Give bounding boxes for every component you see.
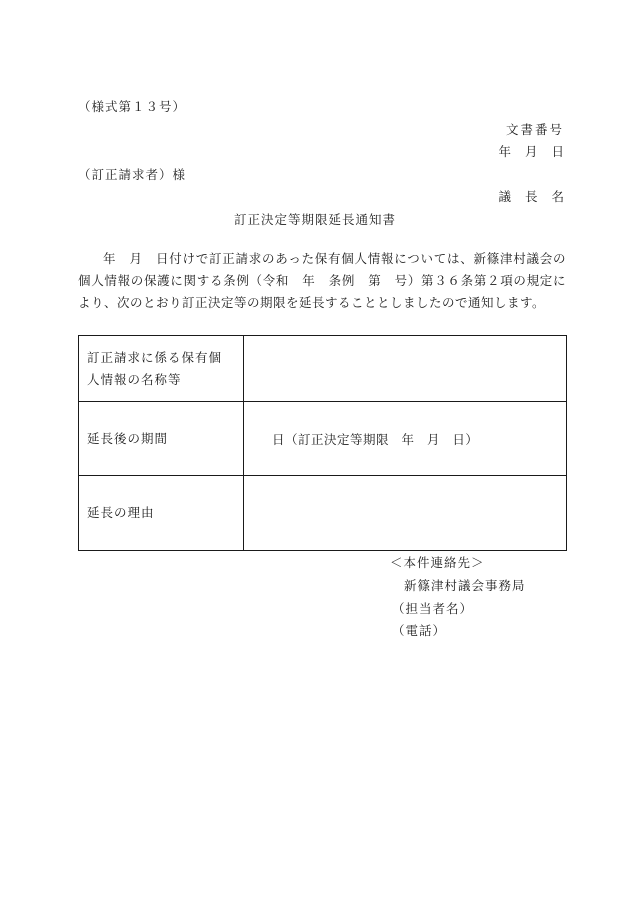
contact-office: 新篠津村議会事務局 (404, 578, 526, 593)
row-label-extended-period: 延長後の期間 (79, 402, 244, 476)
document-title: 訂正決定等期限延長通知書 (233, 212, 396, 227)
date-line: 年 月 日 (498, 144, 564, 159)
row-value-info-name (244, 336, 567, 402)
contact-phone: （電話） (392, 623, 447, 638)
contact-person: （担当者名） (392, 601, 474, 616)
row-label-reason: 延長の理由 (79, 476, 244, 551)
row-label-info-name: 訂正請求に係る保有個人情報の名称等 (79, 336, 244, 402)
row-value-reason (244, 476, 567, 551)
row-value-extended-period: 日（訂正決定等期限 年 月 日） (244, 402, 567, 476)
body-paragraph: 年 月 日付けで訂正請求のあった保有個人情報については、新篠津村議会の個人情報の保護に関する条例（令和 年 条例 第 号）第３６条第２項の規定により、次のとおり訂正決定等の期限を延長することとしましたので通知します。 (78, 251, 566, 310)
document-number: 文書番号 (505, 122, 564, 137)
table-row (79, 402, 567, 476)
form-number: （様式第１３号） (78, 99, 187, 114)
info-table (78, 335, 567, 551)
recipient: （訂正請求者）様 (78, 167, 187, 182)
chairperson-name: 議 長 名 (498, 189, 564, 204)
table-row (79, 476, 567, 551)
contact-heading: ＜本件連絡先＞ (390, 555, 485, 570)
table-row (79, 336, 567, 402)
